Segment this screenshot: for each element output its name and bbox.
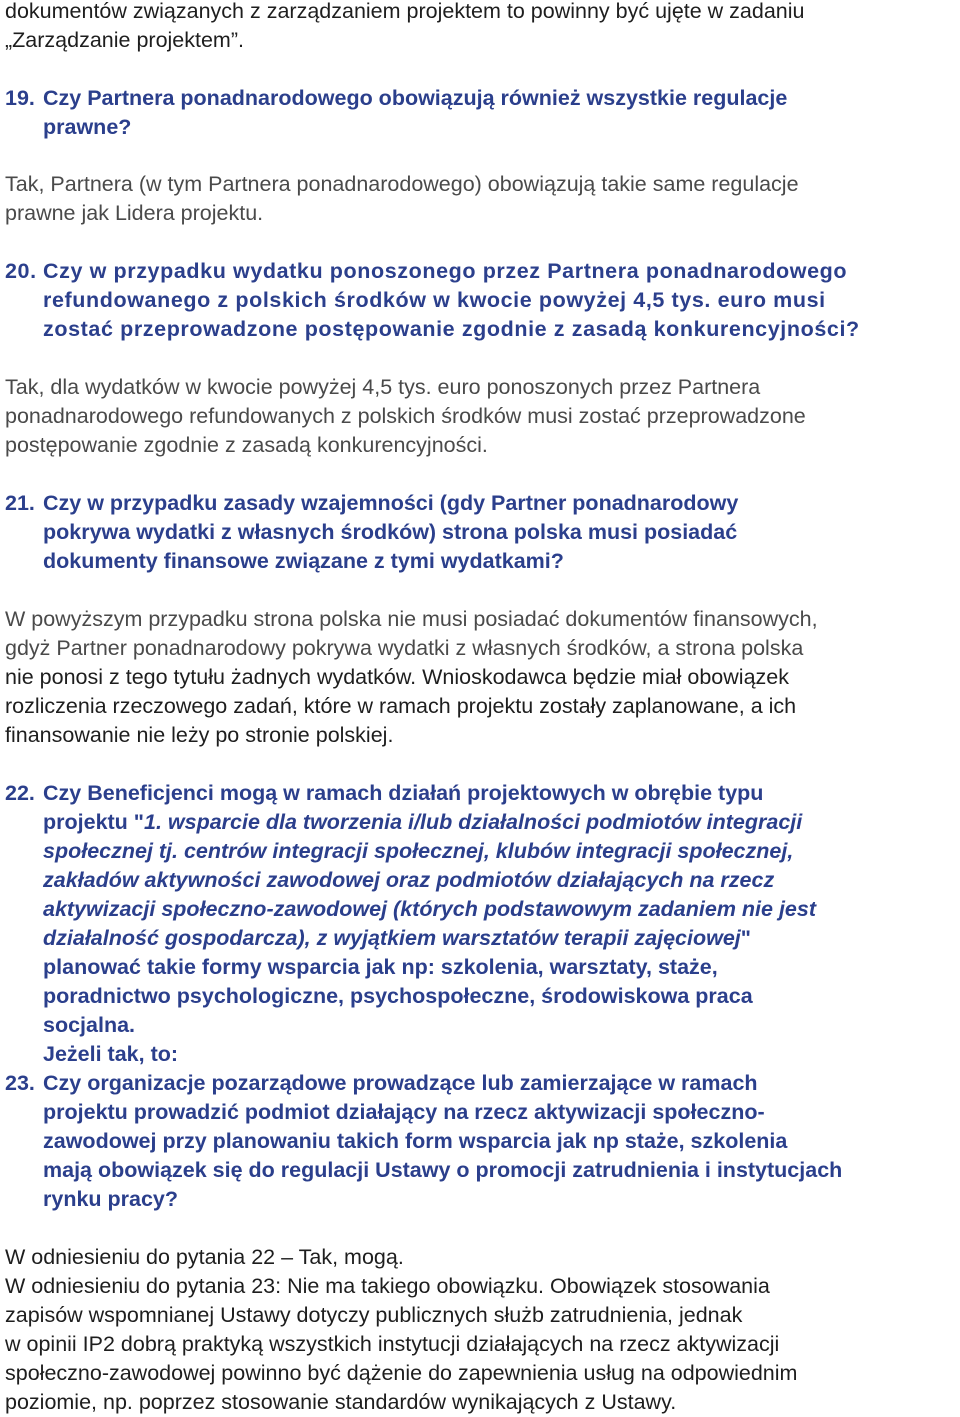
text-line: „Zarządzanie projektem”.: [5, 28, 244, 52]
question-line: zakładów aktywności zawodowej oraz podmiotów działających na rzecz: [43, 868, 775, 892]
question-21: [5, 489, 960, 576]
question-22: [5, 779, 960, 1069]
question-line: Czy w przypadku zasady wzajemności (gdy Partner ponadnarodowy: [43, 491, 739, 515]
text-line: Tak, dla wydatków w kwocie powyżej 4,5 tys. euro ponoszonych przez Partnera: [5, 375, 761, 399]
question-line: Czy w przypadku wydatku ponoszonego przez Partnera ponadnarodowego: [43, 259, 848, 283]
text-line: W powyższym przypadku strona polska nie musi posiadać dokumentów finansowych,: [5, 607, 818, 631]
question-line: refundowanego z polskich środków w kwocie powyżej 4,5 tys. euro musi: [43, 288, 826, 312]
text-line: dokumentów związanych z zarządzaniem projektem to powinny być ujęte w zadaniu: [5, 0, 805, 23]
question-line: społecznej tj. centrów integracji społecznej, klubów integracji społecznej,: [43, 839, 794, 863]
question-line: zostać przeprowadzone postępowanie zgodnie z zasadą konkurencyjności?: [43, 317, 860, 341]
text-line: Tak, Partnera (w tym Partnera ponadnarodowego) obowiązują takie same regulacje: [5, 172, 799, 196]
intro-paragraph: [5, 0, 957, 55]
question-line: zawodowej przy planowaniu takich form wsparcia jak np staże, szkolenia: [43, 1129, 788, 1153]
text-line: społeczno-zawodowej powinno być dążenie do zapewnienia usług na odpowiednim: [5, 1361, 798, 1385]
question-line: mają obowiązek się do regulacji Ustawy o promocji zatrudnienia i instytucjach: [43, 1158, 843, 1182]
question-line: poradnictwo psychologiczne, psychospołeczne, środowiskowa praca: [43, 984, 753, 1008]
answer-22-23: [5, 1243, 957, 1417]
question-line: Czy organizacje pozarządowe prowadzące lub zamierzające w ramach: [43, 1071, 758, 1095]
text-line: w opinii IP2 dobrą praktyką wszystkich instytucji działających na rzecz aktywizacji: [5, 1332, 780, 1356]
text-line: prawne jak Lidera projektu.: [5, 201, 264, 225]
question-line: socjalna.: [43, 1013, 136, 1037]
text-line: rozliczenia rzeczowego zadań, które w ramach projektu zostały zaplanowane, a ich: [5, 694, 797, 718]
text-line: W odniesieniu do pytania 23: Nie ma takiego obowiązku. Obowiązek stosowania: [5, 1274, 770, 1298]
question-line: pokrywa wydatki z własnych środków) strona polska musi posiadać: [43, 520, 738, 544]
text-line: zapisów wspomnianej Ustawy dotyczy publicznych służb zatrudnienia, jednak: [5, 1303, 743, 1327]
answer-20: [5, 373, 957, 460]
question-text: ": [740, 926, 751, 950]
question-line: [43, 808, 960, 837]
question-text: projektu ": [43, 810, 144, 834]
question-line: planować takie formy wsparcia jak np: szkolenia, warsztaty, staże,: [43, 955, 718, 979]
text-line: ponadnarodowego refundowanych z polskich środków musi zostać przeprowadzone: [5, 404, 806, 428]
question-line: Jeżeli tak, to:: [43, 1042, 179, 1066]
question-line: rynku pracy?: [43, 1187, 179, 1211]
question-line: projektu prowadzić podmiot działający na rzecz aktywizacji społeczno-: [43, 1100, 765, 1124]
question-line: Czy Partnera ponadnarodowego obowiązują również wszystkie regulacje: [43, 86, 788, 110]
question-number: 20.: [5, 259, 37, 283]
question-italic-text: 1. wsparcie dla tworzenia i/lub działalności podmiotów integracji: [143, 810, 803, 834]
question-italic-text: działalność gospodarcza), z wyjątkiem warsztatów terapii zajęciowej: [43, 926, 741, 950]
text-line: nie ponosi z tego tytułu żadnych wydatków. Wnioskodawca będzie miał obowiązek: [5, 665, 789, 689]
answer-21: [5, 605, 957, 750]
question-19: [5, 84, 960, 142]
question-number: 21.: [5, 491, 35, 515]
text-line: poziomie, np. poprzez stosowanie standardów wynikających z Ustawy.: [5, 1390, 677, 1414]
text-line: postępowanie zgodnie z zasadą konkurencyjności.: [5, 433, 488, 457]
text-line: finansowanie nie leży po stronie polskiej.: [5, 723, 394, 747]
question-line: Czy Beneficjenci mogą w ramach działań projektowych w obrębie typu: [43, 781, 764, 805]
question-line: prawne?: [43, 115, 132, 139]
text-line: gdyż Partner ponadnarodowy pokrywa wydatki z własnych środków, a strona polska: [5, 636, 804, 660]
question-number: 23.: [5, 1071, 35, 1095]
answer-19: [5, 170, 957, 228]
question-number: 22.: [5, 781, 35, 805]
question-20: [5, 257, 960, 344]
question-line: dokumenty finansowe związane z tymi wydatkami?: [43, 549, 564, 573]
question-line: [43, 924, 960, 953]
question-23: [5, 1069, 960, 1214]
text-line: W odniesieniu do pytania 22 – Tak, mogą.: [5, 1245, 404, 1269]
question-number: 19.: [5, 86, 35, 110]
question-line: aktywizacji społeczno-zawodowej (których podstawowym zadaniem nie jest: [43, 897, 816, 921]
